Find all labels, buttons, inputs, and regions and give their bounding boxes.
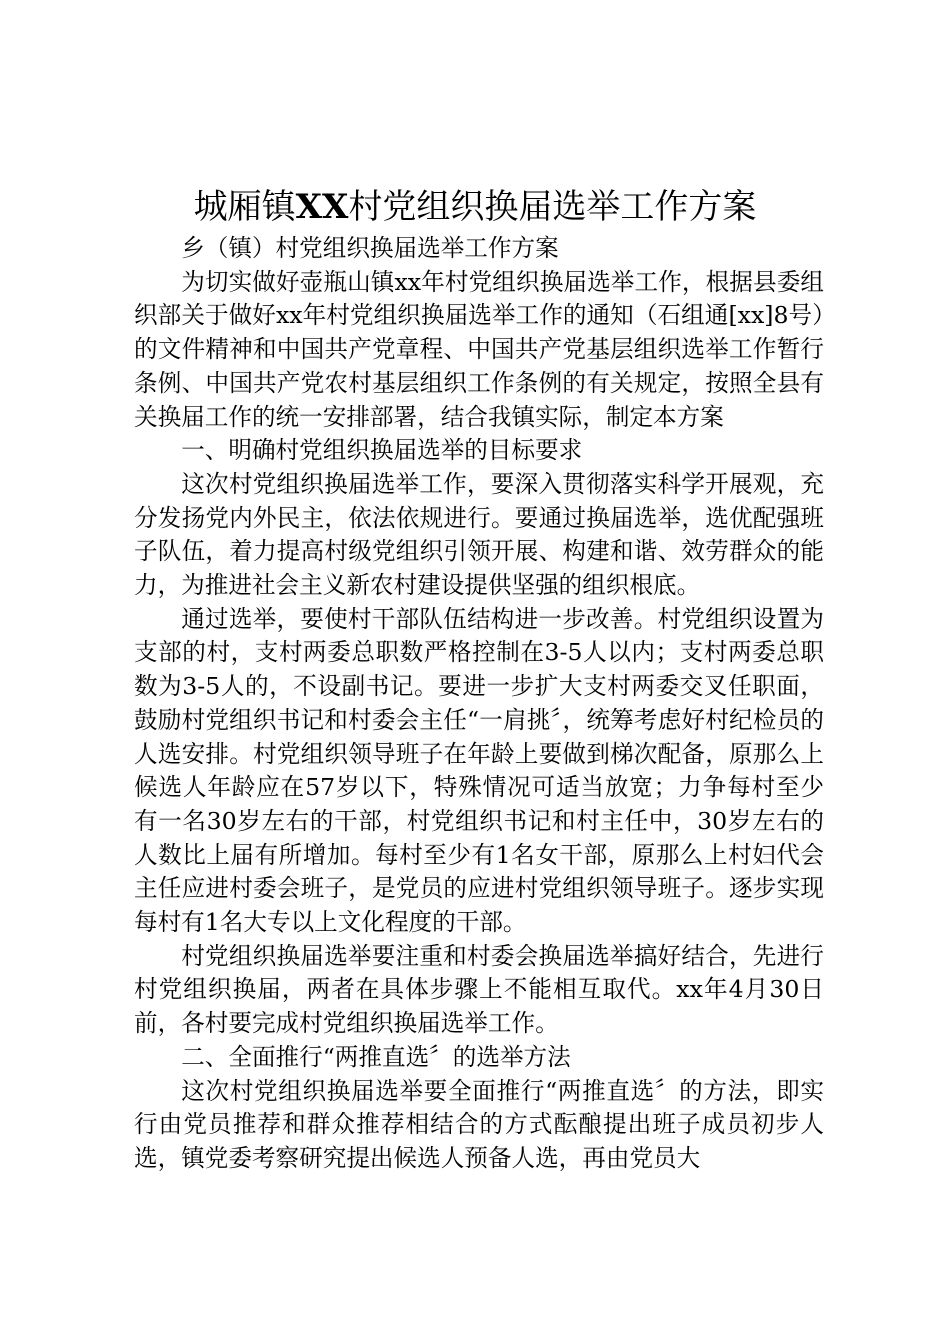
paragraph-intro: 为切实做好壶瓶山镇xx年村党组织换届选举工作，根据县委组织部关于做好xx年村党组织换届选举工作的通知（石组通[xx]8号）的文件精神和中国共产党章程、中国共产党基层组织选举工作暂行条例、中国共产党农村基层组织工作条例的有关规定，按照全县有关换届工作的统一安排部署，结合我镇实际，制定本方案: [134, 267, 824, 431]
paragraph-subtitle: 乡（镇）村党组织换届选举工作方案: [181, 234, 559, 262]
section-heading-1: 一、明确村党组织换届选举的目标要求: [181, 436, 583, 465]
section-heading-2: 二、全面推行“两推直选〞的选举方法: [181, 1042, 571, 1071]
paragraph: 通过选举，要使村干部队伍结构进一步改善。村党组织设置为支部的村，支村两委总职数严格控制在3-5人以内；支村两委总职数为3-5人的，不设副书记。要进一步扩大支村两委交叉任职面，鼓励村党组织书记和村委会主任“一肩挑〞，统筹考虑好村纪检员的人选安排。村党组织领导班子在年龄上要做到梯次配备，原那么上候选人年龄应在57岁以下，特殊情况可适当放宽；力争每村至少有一名30岁左右的干部，村党组织书记和村主任中，30岁左右的人数比上届有所增加。每村至少有1名女干部，原那么上村妇代会主任应进村委会班子，是党员的应进村党组织领导班子。逐步实现每村有1名大专以上文化程度的干部。: [134, 604, 824, 937]
document-title: 城厢镇XX村党组织换届选举工作方案: [193, 187, 757, 227]
document-body: [134, 232, 824, 1176]
paragraph: 这次村党组织换届选举工作，要深入贯彻落实科学开展观，充分发扬党内外民主，依法依规进行。要通过换届选举，选优配强班子队伍，着力提高村级党组织引领开展、构建和谐、效劳群众的能力，为推进社会主义新农村建设提供坚强的组织根底。: [134, 469, 824, 600]
paragraph: 村党组织换届选举要注重和村委会换届选举搞好结合，先进行村党组织换届，两者在具体步骤上不能相互取代。xx年4月30日前，各村要完成村党组织换届选举工作。: [134, 941, 824, 1038]
title-bold-xx: XX: [295, 187, 349, 227]
paragraph: 这次村党组织换届选举要全面推行“两推直选〞的方法，即实行由党员推荐和群众推荐相结合的方式酝酿提出班子成员初步人选，镇党委考察研究提出候选人预备人选，再由党员大: [134, 1076, 824, 1172]
